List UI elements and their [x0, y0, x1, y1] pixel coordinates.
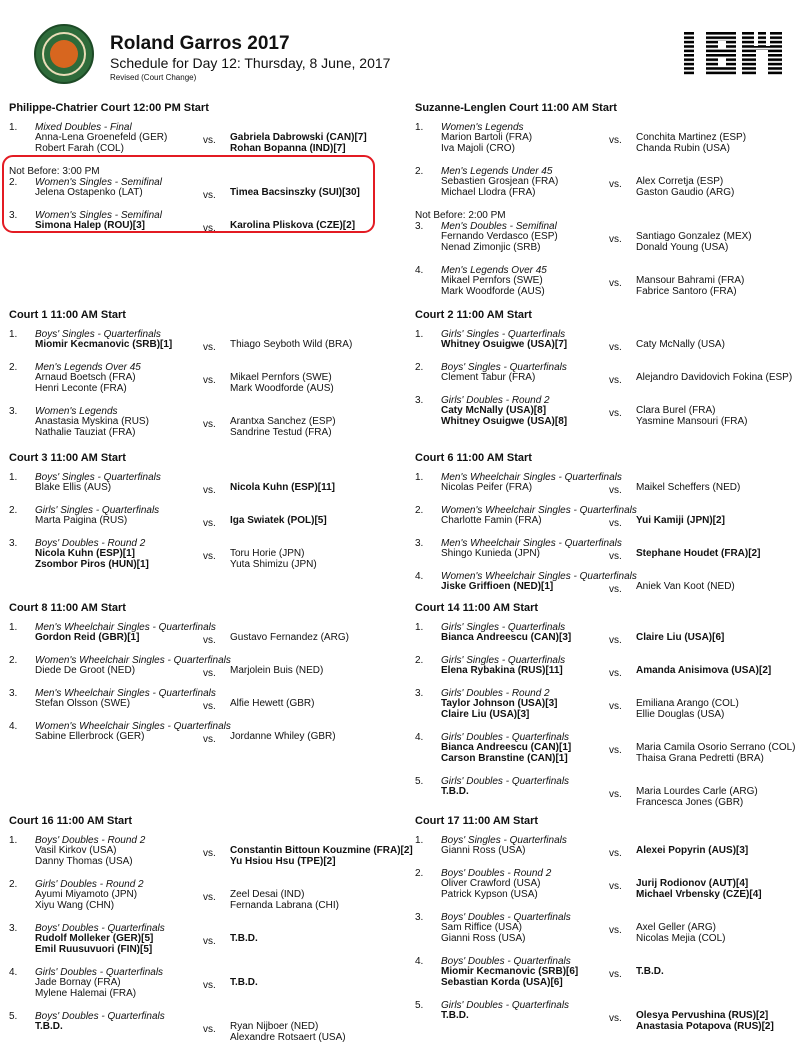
match-number: 4.	[415, 956, 424, 967]
player-right: Axel Geller (ARG)	[636, 922, 717, 933]
event-name: Boys' Singles - Quarterfinals	[441, 362, 567, 373]
player-right: Clara Burel (FRA)	[636, 405, 716, 416]
player-left: Marion Bartoli (FRA)	[441, 132, 533, 143]
match-row	[9, 622, 394, 655]
player-left: Marta Paigina (RUS)	[35, 515, 128, 526]
player-right: Alexei Popyrin (AUS)[3]	[636, 845, 749, 856]
player-right: Maria Camila Osorio Serrano (COL)	[636, 742, 796, 753]
match-row	[415, 538, 800, 571]
player-left: Mark Woodforde (AUS)	[441, 286, 545, 297]
event-name: Boys' Doubles - Round 2	[35, 835, 146, 846]
player-left: Sabine Ellerbrock (GER)	[35, 731, 145, 742]
player-left: Diede De Groot (NED)	[35, 665, 136, 676]
match-row	[415, 835, 800, 868]
player-left: Bianca Andreescu (CAN)[3]	[441, 632, 572, 643]
vs-label: vs.	[609, 881, 622, 892]
match-number: 3.	[415, 688, 424, 699]
match-row	[9, 177, 394, 210]
vs-label: vs.	[609, 485, 622, 496]
vs-label: vs.	[203, 190, 216, 201]
vs-label: vs.	[609, 234, 622, 245]
court-lenglen	[415, 102, 800, 309]
event-name: Men's Legends Over 45	[441, 265, 547, 276]
match-number: 2.	[9, 362, 18, 373]
player-right: Yui Kamiji (JPN)[2]	[636, 515, 725, 526]
player-right: Ellie Douglas (USA)	[636, 709, 725, 720]
player-right: Claire Liu (USA)[6]	[636, 632, 725, 643]
player-right: Toru Horie (JPN)	[230, 548, 305, 559]
vs-label: vs.	[609, 278, 622, 289]
player-left: Robert Farah (COL)	[35, 143, 124, 154]
court-court17	[415, 815, 800, 1044]
player-left: Nathalie Tauziat (FRA)	[35, 427, 136, 438]
event-name: Men's Doubles - Semifinal	[441, 221, 557, 232]
vs-label: vs.	[609, 745, 622, 756]
player-right: Sandrine Testud (FRA)	[230, 427, 332, 438]
player-right: Alexandre Rotsaert (USA)	[230, 1032, 346, 1043]
court-title: Suzanne-Lenglen Court 11:00 AM Start	[415, 102, 617, 114]
vs-label: vs.	[609, 848, 622, 859]
player-right: Constantin Bittoun Kouzmine (FRA)[2]	[230, 845, 413, 856]
event-name: Boys' Doubles - Round 2	[441, 868, 552, 879]
match-row	[9, 1011, 394, 1055]
player-left: Anna-Lena Groenefeld (GER)	[35, 132, 168, 143]
player-left: Fernando Verdasco (ESP)	[441, 231, 558, 242]
vs-label: vs.	[609, 635, 622, 646]
event-name: Girls' Doubles - Round 2	[35, 879, 144, 890]
player-right: Amanda Anisimova (USA)[2]	[636, 665, 772, 676]
match-row	[415, 688, 800, 732]
player-left: Iva Majoli (CRO)	[441, 143, 515, 154]
player-left: Mylene Halemai (FRA)	[35, 988, 137, 999]
player-right: Santiago Gonzalez (MEX)	[636, 231, 752, 242]
vs-label: vs.	[609, 925, 622, 936]
match-number: 3.	[9, 538, 18, 549]
match-row	[415, 912, 800, 956]
match-row	[9, 329, 394, 362]
court-title: Philippe-Chatrier Court 12:00 PM Start	[9, 102, 209, 114]
match-row	[415, 956, 800, 1000]
match-row	[9, 967, 394, 1011]
match-number: 1.	[415, 329, 424, 340]
match-row	[9, 505, 394, 538]
player-left: Simona Halep (ROU)[3]	[35, 220, 146, 231]
match-number: 3.	[415, 221, 424, 232]
vs-label: vs.	[203, 701, 216, 712]
vs-label: vs.	[203, 734, 216, 745]
match-row	[415, 732, 800, 776]
vs-label: vs.	[203, 892, 216, 903]
court-title: Court 14 11:00 AM Start	[415, 602, 539, 614]
match-row	[415, 122, 800, 166]
player-right: Aniek Van Koot (NED)	[636, 581, 735, 592]
player-right: Olesya Pervushina (RUS)[2]	[636, 1010, 769, 1021]
match-number: 3.	[415, 538, 424, 549]
player-right: Mikael Pernfors (SWE)	[230, 372, 332, 383]
match-number: 4.	[9, 967, 18, 978]
match-row	[9, 923, 394, 967]
player-left: Charlotte Famin (FRA)	[441, 515, 542, 526]
player-right: Karolina Pliskova (CZE)[2]	[230, 220, 356, 231]
match-row	[415, 868, 800, 912]
court-chatrier	[9, 102, 394, 243]
player-right: Mark Woodforde (AUS)	[230, 383, 334, 394]
vs-label: vs.	[609, 551, 622, 562]
match-number: 1.	[415, 122, 424, 133]
ibm-logo	[676, 32, 784, 76]
court-court6	[415, 452, 800, 604]
match-row	[415, 655, 800, 688]
vs-label: vs.	[203, 223, 216, 234]
player-right: Gaston Gaudio (ARG)	[636, 187, 735, 198]
player-right: Timea Bacsinszky (SUI)[30]	[230, 187, 360, 198]
player-right: Donald Young (USA)	[636, 242, 729, 253]
player-left: Jade Bornay (FRA)	[35, 977, 121, 988]
court-title: Court 6 11:00 AM Start	[415, 452, 532, 464]
player-left: Michael Llodra (FRA)	[441, 187, 536, 198]
player-left: Rudolf Molleker (GER)[5]	[35, 933, 154, 944]
match-row	[9, 835, 413, 879]
player-left: Caty McNally (USA)[8]	[441, 405, 547, 416]
player-left: Vasil Kirkov (USA)	[35, 845, 117, 856]
event-name: Girls' Singles - Quarterfinals	[441, 329, 566, 340]
match-row	[415, 166, 800, 210]
player-left: Sebastien Grosjean (FRA)	[441, 176, 559, 187]
match-number: 5.	[9, 1011, 18, 1022]
player-right: Caty McNally (USA)	[636, 339, 725, 350]
player-right: Stephane Houdet (FRA)[2]	[636, 548, 761, 559]
match-number: 3.	[9, 406, 18, 417]
player-left: Sebastian Korda (USA)[6]	[441, 977, 563, 988]
player-right: Conchita Martinez (ESP)	[636, 132, 747, 143]
court-title: Court 2 11:00 AM Start	[415, 309, 532, 321]
match-number: 2.	[415, 655, 424, 666]
player-left: Nicolas Peifer (FRA)	[441, 482, 533, 493]
player-right: Mansour Bahrami (FRA)	[636, 275, 745, 286]
player-right: Thiago Seyboth Wild (BRA)	[230, 339, 353, 350]
player-left: Ayumi Miyamoto (JPN)	[35, 889, 138, 900]
player-right: Ryan Nijboer (NED)	[230, 1021, 319, 1032]
player-left: Zsombor Piros (HUN)[1]	[35, 559, 149, 570]
player-left: Danny Thomas (USA)	[35, 856, 133, 867]
player-left: Xiyu Wang (CHN)	[35, 900, 115, 911]
match-row	[415, 472, 800, 505]
event-name: Girls' Singles - Quarterfinals	[441, 655, 566, 666]
player-left: Nenad Zimonjic (SRB)	[441, 242, 541, 253]
event-name: Girls' Doubles - Quarterfinals	[35, 967, 164, 978]
court-title: Court 8 11:00 AM Start	[9, 602, 126, 614]
match-row	[415, 622, 800, 655]
match-row	[415, 395, 800, 439]
match-number: 2.	[415, 868, 424, 879]
player-left: Bianca Andreescu (CAN)[1]	[441, 742, 572, 753]
vs-label: vs.	[203, 980, 216, 991]
event-name: Women's Singles - Semifinal	[35, 210, 162, 221]
match-number: 5.	[415, 776, 424, 787]
match-number: 4.	[415, 571, 424, 582]
match-row	[415, 329, 800, 362]
vs-label: vs.	[203, 419, 216, 430]
player-right: Alejandro Davidovich Fokina (ESP)	[636, 372, 793, 383]
vs-label: vs.	[203, 485, 216, 496]
player-left: Anastasia Myskina (RUS)	[35, 416, 149, 427]
match-number: 3.	[9, 923, 18, 934]
court-title: Court 16 11:00 AM Start	[9, 815, 133, 827]
player-right: Fabrice Santoro (FRA)	[636, 286, 737, 297]
vs-label: vs.	[203, 551, 216, 562]
schedule-subtitle: Schedule for Day 12: Thursday, 8 June, 2017	[110, 55, 391, 71]
player-right: T.B.D.	[636, 966, 664, 977]
match-number: 3.	[9, 688, 18, 699]
event-name: Girls' Doubles - Quarterfinals	[441, 1000, 570, 1011]
vs-label: vs.	[609, 408, 622, 419]
player-left: Stefan Olsson (SWE)	[35, 698, 131, 709]
not-before-note: Not Before: 2:00 PM	[415, 210, 506, 221]
player-right: Nicola Kuhn (ESP)[11]	[230, 482, 336, 493]
roland-garros-logo	[34, 24, 94, 84]
match-number: 1.	[9, 835, 18, 846]
match-number: 2.	[9, 879, 18, 890]
match-row	[9, 406, 394, 450]
event-name: Women's Legends	[441, 122, 524, 133]
player-right: Maikel Scheffers (NED)	[636, 482, 741, 493]
court-title: Court 17 11:00 AM Start	[415, 815, 539, 827]
event-name: Girls' Doubles - Round 2	[441, 688, 550, 699]
court-court2	[415, 309, 800, 439]
event-name: Boys' Singles - Quarterfinals	[35, 472, 161, 483]
player-left: Arnaud Boetsch (FRA)	[35, 372, 136, 383]
match-number: 3.	[9, 210, 18, 221]
player-left: Miomir Kecmanovic (SRB)[6]	[441, 966, 579, 977]
player-right: Francesca Jones (GBR)	[636, 797, 744, 808]
player-right: Gustavo Fernandez (ARG)	[230, 632, 349, 643]
event-name: Boys' Doubles - Quarterfinals	[35, 923, 165, 934]
event-name: Boys' Doubles - Quarterfinals	[441, 912, 571, 923]
match-row	[9, 362, 394, 406]
event-name: Women's Wheelchair Singles - Quarterfinals	[35, 655, 231, 666]
event-name: Girls' Doubles - Quarterfinals	[441, 776, 570, 787]
match-row	[9, 879, 394, 923]
event-name: Men's Wheelchair Singles - Quarterfinals	[35, 688, 216, 699]
event-name: Women's Wheelchair Singles - Quarterfinals	[441, 571, 637, 582]
player-right: Alex Corretja (ESP)	[636, 176, 724, 187]
match-number: 1.	[9, 472, 18, 483]
player-left: T.B.D.	[35, 1021, 63, 1032]
revision-note: Revised (Court Change)	[110, 73, 197, 82]
vs-label: vs.	[203, 375, 216, 386]
match-number: 2.	[415, 166, 424, 177]
court-court3	[9, 452, 394, 582]
player-left: Oliver Crawford (USA)	[441, 878, 541, 889]
vs-label: vs.	[203, 848, 216, 859]
match-number: 2.	[415, 505, 424, 516]
event-name: Women's Singles - Semifinal	[35, 177, 162, 188]
court-court8	[9, 602, 394, 754]
match-row	[9, 210, 394, 243]
vs-label: vs.	[203, 342, 216, 353]
vs-label: vs.	[609, 518, 622, 529]
player-left: Mikael Pernfors (SWE)	[441, 275, 543, 286]
vs-label: vs.	[609, 584, 622, 595]
vs-label: vs.	[609, 342, 622, 353]
match-number: 1.	[415, 835, 424, 846]
player-right: Yasmine Mansouri (FRA)	[636, 416, 748, 427]
player-left: Claire Liu (USA)[3]	[441, 709, 530, 720]
player-right: Nicolas Mejia (COL)	[636, 933, 726, 944]
court-title: Court 3 11:00 AM Start	[9, 452, 126, 464]
player-left: Blake Ellis (AUS)	[35, 482, 112, 493]
vs-label: vs.	[203, 135, 216, 146]
match-row	[9, 122, 394, 166]
vs-label: vs.	[609, 375, 622, 386]
match-number: 3.	[415, 395, 424, 406]
match-number: 5.	[415, 1000, 424, 1011]
player-right: Fernanda Labrana (CHI)	[230, 900, 339, 911]
player-right: Rohan Bopanna (IND)[7]	[230, 143, 346, 154]
event-name: Girls' Doubles - Quarterfinals	[441, 732, 570, 743]
vs-label: vs.	[203, 936, 216, 947]
player-right: Yu Hsiou Hsu (TPE)[2]	[230, 856, 336, 867]
player-right: Jurij Rodionov (AUT)[4]	[636, 878, 749, 889]
player-left: Whitney Osuigwe (USA)[7]	[441, 339, 568, 350]
page-header	[0, 0, 800, 95]
player-right: T.B.D.	[230, 933, 258, 944]
event-name: Women's Wheelchair Singles - Quarterfinals	[441, 505, 637, 516]
player-left: Sam Riffice (USA)	[441, 922, 522, 933]
event-name: Men's Wheelchair Singles - Quarterfinals	[441, 472, 622, 483]
event-name: Girls' Doubles - Round 2	[441, 395, 550, 406]
match-number: 2.	[9, 505, 18, 516]
player-left: Gianni Ross (USA)	[441, 845, 526, 856]
event-name: Boys' Singles - Quarterfinals	[35, 329, 161, 340]
player-right: Gabriela Dabrowski (CAN)[7]	[230, 132, 367, 143]
vs-label: vs.	[203, 1024, 216, 1035]
match-number: 4.	[415, 732, 424, 743]
player-left: Carson Branstine (CAN)[1]	[441, 753, 568, 764]
match-row	[9, 472, 394, 505]
not-before-note: Not Before: 3:00 PM	[9, 166, 100, 177]
player-left: Taylor Johnson (USA)[3]	[441, 698, 558, 709]
match-number: 1.	[415, 472, 424, 483]
match-number: 1.	[415, 622, 424, 633]
match-row	[415, 1000, 800, 1044]
vs-label: vs.	[609, 789, 622, 800]
player-right: Jordanne Whiley (GBR)	[230, 731, 336, 742]
player-right: Emiliana Arango (COL)	[636, 698, 739, 709]
event-name: Boys' Doubles - Quarterfinals	[441, 956, 571, 967]
vs-label: vs.	[609, 969, 622, 980]
vs-label: vs.	[609, 668, 622, 679]
event-name: Women's Legends	[35, 406, 118, 417]
event-name: Men's Wheelchair Singles - Quarterfinals	[35, 622, 216, 633]
match-number: 1.	[9, 122, 18, 133]
player-right: Thaisa Grana Pedretti (BRA)	[636, 753, 764, 764]
match-row	[415, 571, 800, 604]
match-row	[415, 505, 800, 538]
match-number: 2.	[9, 655, 18, 666]
player-right: Anastasia Potapova (RUS)[2]	[636, 1021, 774, 1032]
player-right: Alfie Hewett (GBR)	[230, 698, 315, 709]
court-title: Court 1 11:00 AM Start	[9, 309, 126, 321]
vs-label: vs.	[203, 635, 216, 646]
event-name: Men's Legends Over 45	[35, 362, 141, 373]
player-left: T.B.D.	[441, 1010, 469, 1021]
event-name: Boys' Doubles - Quarterfinals	[35, 1011, 165, 1022]
match-number: 3.	[415, 912, 424, 923]
player-left: Elena Rybakina (RUS)[11]	[441, 665, 563, 676]
court-court16	[9, 815, 413, 1055]
vs-label: vs.	[203, 668, 216, 679]
event-name: Mixed Doubles - Final	[35, 122, 132, 133]
player-left: Nicola Kuhn (ESP)[1]	[35, 548, 136, 559]
match-row	[415, 221, 800, 265]
player-left: Patrick Kypson (USA)	[441, 889, 538, 900]
player-right: T.B.D.	[230, 977, 258, 988]
player-left: Shingo Kunieda (JPN)	[441, 548, 540, 559]
player-left: Henri Leconte (FRA)	[35, 383, 127, 394]
player-right: Chanda Rubin (USA)	[636, 143, 730, 154]
match-row	[415, 362, 800, 395]
court-court1	[9, 309, 394, 450]
player-left: Emil Ruusuvuori (FIN)[5]	[35, 944, 153, 955]
page-title: Roland Garros 2017	[110, 33, 290, 54]
match-row	[9, 688, 394, 721]
vs-label: vs.	[609, 135, 622, 146]
event-name: Women's Wheelchair Singles - Quarterfinals	[35, 721, 231, 732]
match-row	[9, 655, 394, 688]
court-court14	[415, 602, 800, 820]
event-name: Girls' Singles - Quarterfinals	[35, 505, 160, 516]
match-row	[415, 265, 800, 309]
player-left: Clement Tabur (FRA)	[441, 372, 536, 383]
match-number: 1.	[9, 622, 18, 633]
player-right: Zeel Desai (IND)	[230, 889, 305, 900]
vs-label: vs.	[609, 1013, 622, 1024]
player-left: T.B.D.	[441, 786, 469, 797]
vs-label: vs.	[609, 701, 622, 712]
player-right: Arantxa Sanchez (ESP)	[230, 416, 336, 427]
match-row	[415, 776, 800, 820]
player-right: Michael Vrbensky (CZE)[4]	[636, 889, 762, 900]
player-left: Jiske Griffioen (NED)[1]	[441, 581, 554, 592]
match-number: 4.	[9, 721, 18, 732]
event-name: Boys' Doubles - Round 2	[35, 538, 146, 549]
event-name: Men's Legends Under 45	[441, 166, 553, 177]
player-left: Gordon Reid (GBR)[1]	[35, 632, 140, 643]
match-row	[9, 538, 394, 582]
player-right: Maria Lourdes Carle (ARG)	[636, 786, 758, 797]
player-left: Whitney Osuigwe (USA)[8]	[441, 416, 568, 427]
vs-label: vs.	[609, 179, 622, 190]
event-name: Boys' Singles - Quarterfinals	[441, 835, 567, 846]
player-right: Iga Swiatek (POL)[5]	[230, 515, 327, 526]
match-row	[9, 721, 394, 754]
vs-label: vs.	[203, 518, 216, 529]
event-name: Girls' Singles - Quarterfinals	[441, 622, 566, 633]
match-number: 4.	[415, 265, 424, 276]
player-right: Yuta Shimizu (JPN)	[230, 559, 317, 570]
match-number: 1.	[9, 329, 18, 340]
player-left: Miomir Kecmanovic (SRB)[1]	[35, 339, 173, 350]
player-right: Marjolein Buis (NED)	[230, 665, 324, 676]
match-number: 2.	[9, 177, 18, 188]
event-name: Men's Wheelchair Singles - Quarterfinals	[441, 538, 622, 549]
player-left: Jelena Ostapenko (LAT)	[35, 187, 143, 198]
player-left: Gianni Ross (USA)	[441, 933, 526, 944]
match-number: 2.	[415, 362, 424, 373]
